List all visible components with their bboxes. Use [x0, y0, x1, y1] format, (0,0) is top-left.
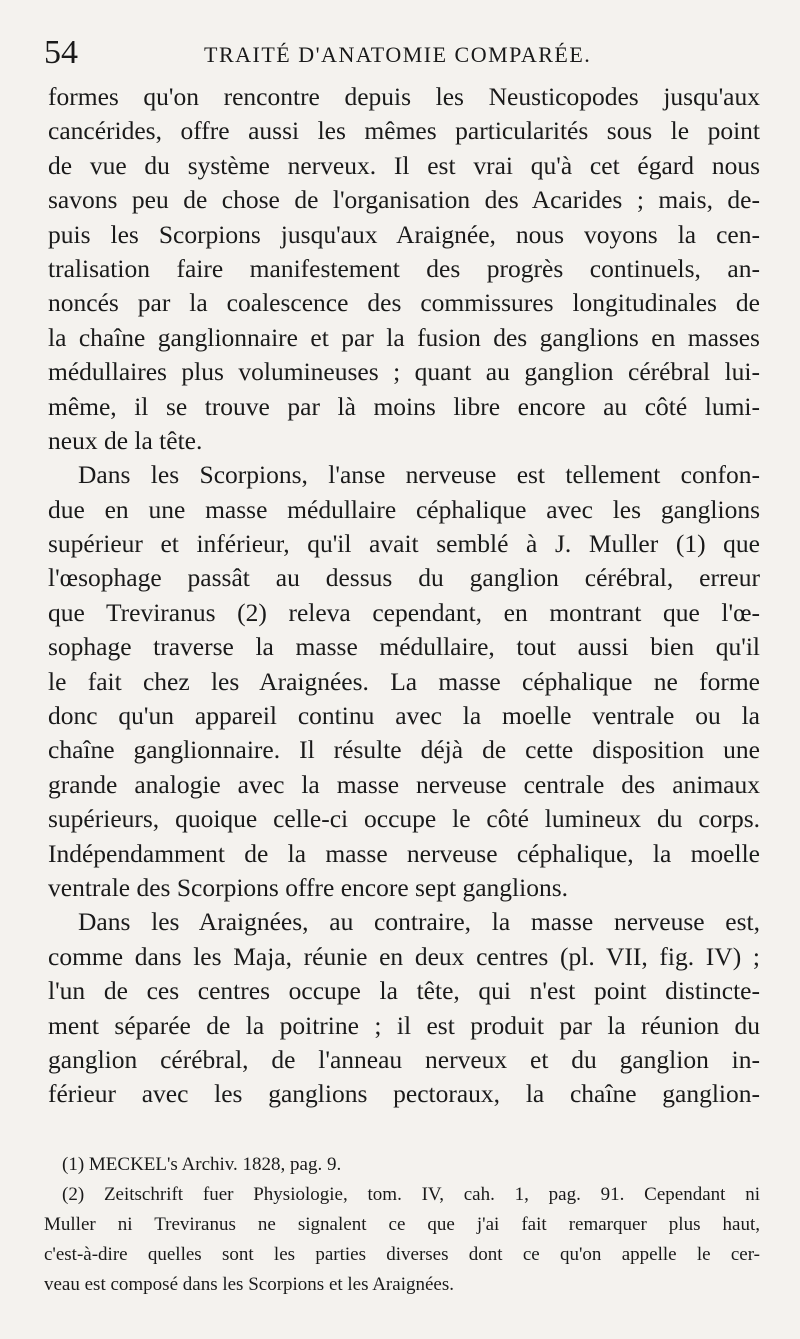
text-line: savons peu de chose de l'organisation des Acarides ; mais, de- [48, 185, 760, 215]
text-line: l'un de ces centres occupe la tête, qui n'est point distincte- [48, 976, 760, 1006]
text-line: grande analogie avec la masse nerveuse centrale des animaux [48, 769, 760, 799]
footnote-line: (1) MECKEL's Archiv. 1828, pag. 9. [62, 1154, 342, 1175]
running-title: TRAITÉ D'ANATOMIE COMPARÉE. [204, 42, 592, 67]
text-line: Dans les Scorpions, l'anse nerveuse est tellement confon- [78, 460, 760, 490]
footnotes [44, 1150, 760, 1300]
text-line: Indépendamment de la masse nerveuse céphalique, la moelle [48, 838, 760, 868]
body-text [48, 80, 760, 1112]
page-header [44, 30, 756, 76]
footnote-line: Muller ni Treviranus ne signalent ce que j'ai fait remarquer plus haut, [44, 1214, 760, 1235]
text-line: l'œsophage passât au dessus du ganglion cérébral, erreur [48, 563, 760, 593]
text-line: formes qu'on rencontre depuis les Neusticopodes jusqu'aux [48, 82, 760, 111]
text-line: supérieurs, quoique celle-ci occupe le côté lumineux du corps. [48, 804, 760, 834]
text-line: supérieur et inférieur, qu'il avait semblé à J. Muller (1) que [48, 529, 760, 559]
footnote [44, 1180, 760, 1300]
text-line: de vue du système nerveux. Il est vrai qu'à cet égard nous [48, 150, 760, 180]
text-line: que Treviranus (2) releva cependant, en montrant que l'œ- [48, 597, 760, 627]
text-line: ment séparée de la poitrine ; il est produit par la réunion du [48, 1010, 760, 1040]
page-number: 54 [44, 34, 78, 71]
text-line: ventrale des Scorpions offre encore sept ganglions. [48, 872, 568, 902]
paragraph [48, 458, 760, 905]
text-line: neux de la tête. [48, 425, 203, 455]
footnote-line: (2) Zeitschrift fuer Physiologie, tom. IV, cah. 1, pag. 91. Cependant ni [62, 1184, 760, 1205]
text-line: comme dans les Maja, réunie en deux centres (pl. VII, fig. IV) ; [48, 941, 760, 971]
footnote-line: c'est-à-dire quelles sont les parties diverses dont ce qu'on appelle le cer- [44, 1244, 760, 1265]
text-line: même, il se trouve par là moins libre encore au côté lumi- [48, 391, 760, 421]
text-line: cancérides, offre aussi les mêmes particularités sous le point [48, 116, 760, 146]
text-line: le fait chez les Araignées. La masse céphalique ne forme [48, 666, 760, 696]
text-line: noncés par la coalescence des commissures longitudinales de [48, 288, 760, 318]
text-line: médullaires plus volumineuses ; quant au ganglion cérébral lui- [48, 357, 760, 387]
text-line: férieur avec les ganglions pectoraux, la chaîne ganglion- [48, 1079, 760, 1109]
paragraph [48, 905, 760, 1111]
text-line: la chaîne ganglionnaire et par la fusion des ganglions en masses [48, 322, 760, 352]
text-line: Dans les Araignées, au contraire, la masse nerveuse est, [78, 907, 760, 937]
paragraph [48, 80, 760, 458]
text-line: ganglion cérébral, de l'anneau nerveux et du ganglion in- [48, 1044, 760, 1074]
text-line: puis les Scorpions jusqu'aux Araignée, nous voyons la cen- [48, 219, 760, 249]
text-line: chaîne ganglionnaire. Il résulte déjà de cette disposition une [48, 735, 760, 765]
text-line: due en une masse médullaire céphalique avec les ganglions [48, 494, 760, 524]
footnote [44, 1150, 760, 1180]
text-line: donc qu'un appareil continu avec la moelle ventrale ou la [48, 701, 760, 731]
text-line: sophage traverse la masse médullaire, tout aussi bien qu'il [48, 632, 760, 662]
text-line: tralisation faire manifestement des progrès continuels, an- [48, 253, 760, 283]
footnote-line: veau est composé dans les Scorpions et les Araignées. [44, 1274, 454, 1295]
